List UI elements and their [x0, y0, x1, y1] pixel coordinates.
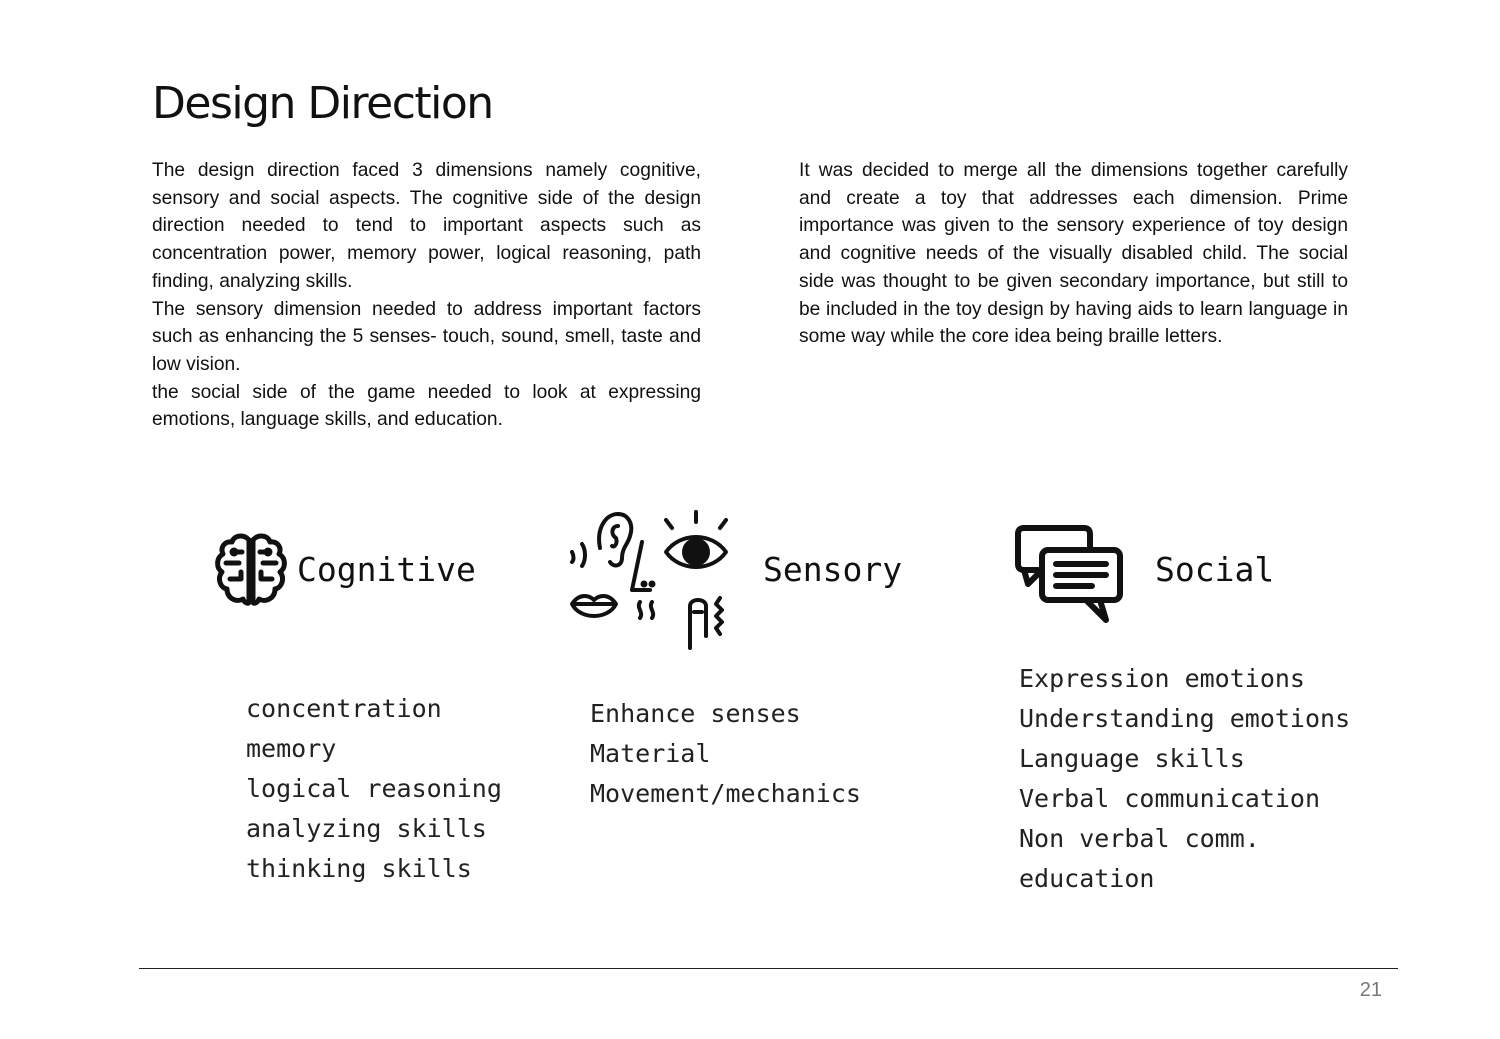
intro-left-paragraph: the social side of the game needed to look at expressing emotions, language skills, and education. — [152, 381, 701, 431]
list-item: concentration — [246, 694, 442, 723]
list-item: Movement/mechanics — [590, 779, 861, 808]
intro-left-paragraph: The sensory dimension needed to address important factors such as enhancing the 5 senses- touch, sound, smell, taste and low vision. — [152, 298, 701, 375]
social-label: Social — [1155, 550, 1275, 589]
speech-bubbles-icon — [1014, 524, 1126, 626]
list-item: thinking skills — [246, 854, 472, 883]
social-list — [1019, 659, 1350, 899]
list-item: education — [1019, 864, 1155, 893]
senses-icon — [562, 508, 734, 652]
list-item: memory — [246, 734, 337, 763]
list-item: Verbal communication — [1019, 784, 1321, 813]
page-title: Design Direction — [152, 78, 493, 129]
sensory-label: Sensory — [763, 550, 903, 589]
list-item: Material — [590, 739, 711, 768]
brain-icon — [214, 532, 288, 608]
cognitive-list — [246, 689, 502, 889]
intro-left-paragraph: The design direction faced 3 dimensions namely cognitive, sensory and social aspects. The cognitive side of the design direction needed to tend to important aspects such as concentration power, memory power, logical reasoning, path finding, analyzing skills. — [152, 160, 701, 292]
list-item: Understanding emotions — [1019, 704, 1351, 733]
cognitive-label: Cognitive — [297, 550, 476, 589]
list-item: analyzing skills — [246, 814, 487, 843]
sensory-list — [590, 694, 861, 814]
intro-left-column — [152, 157, 701, 434]
list-item: Language skills — [1019, 744, 1245, 773]
intro-right-column — [799, 157, 1348, 351]
footer-divider — [139, 968, 1398, 969]
list-item: logical reasoning — [246, 774, 502, 803]
intro-right-paragraph: It was decided to merge all the dimensions together carefully and create a toy that addresses each dimension. Prime importance was given to the sensory experience of toy design and cognitive needs of the visually disabled child. The social side was thought to be given secondary importance, but still to be included in the toy design by having aids to learn language in some way while the core idea being braille letters. — [799, 160, 1348, 348]
list-item: Enhance senses — [590, 699, 801, 728]
list-item: Non verbal comm. — [1019, 824, 1260, 853]
page-number: 21 — [1359, 979, 1382, 1001]
list-item: Expression emotions — [1019, 664, 1305, 693]
